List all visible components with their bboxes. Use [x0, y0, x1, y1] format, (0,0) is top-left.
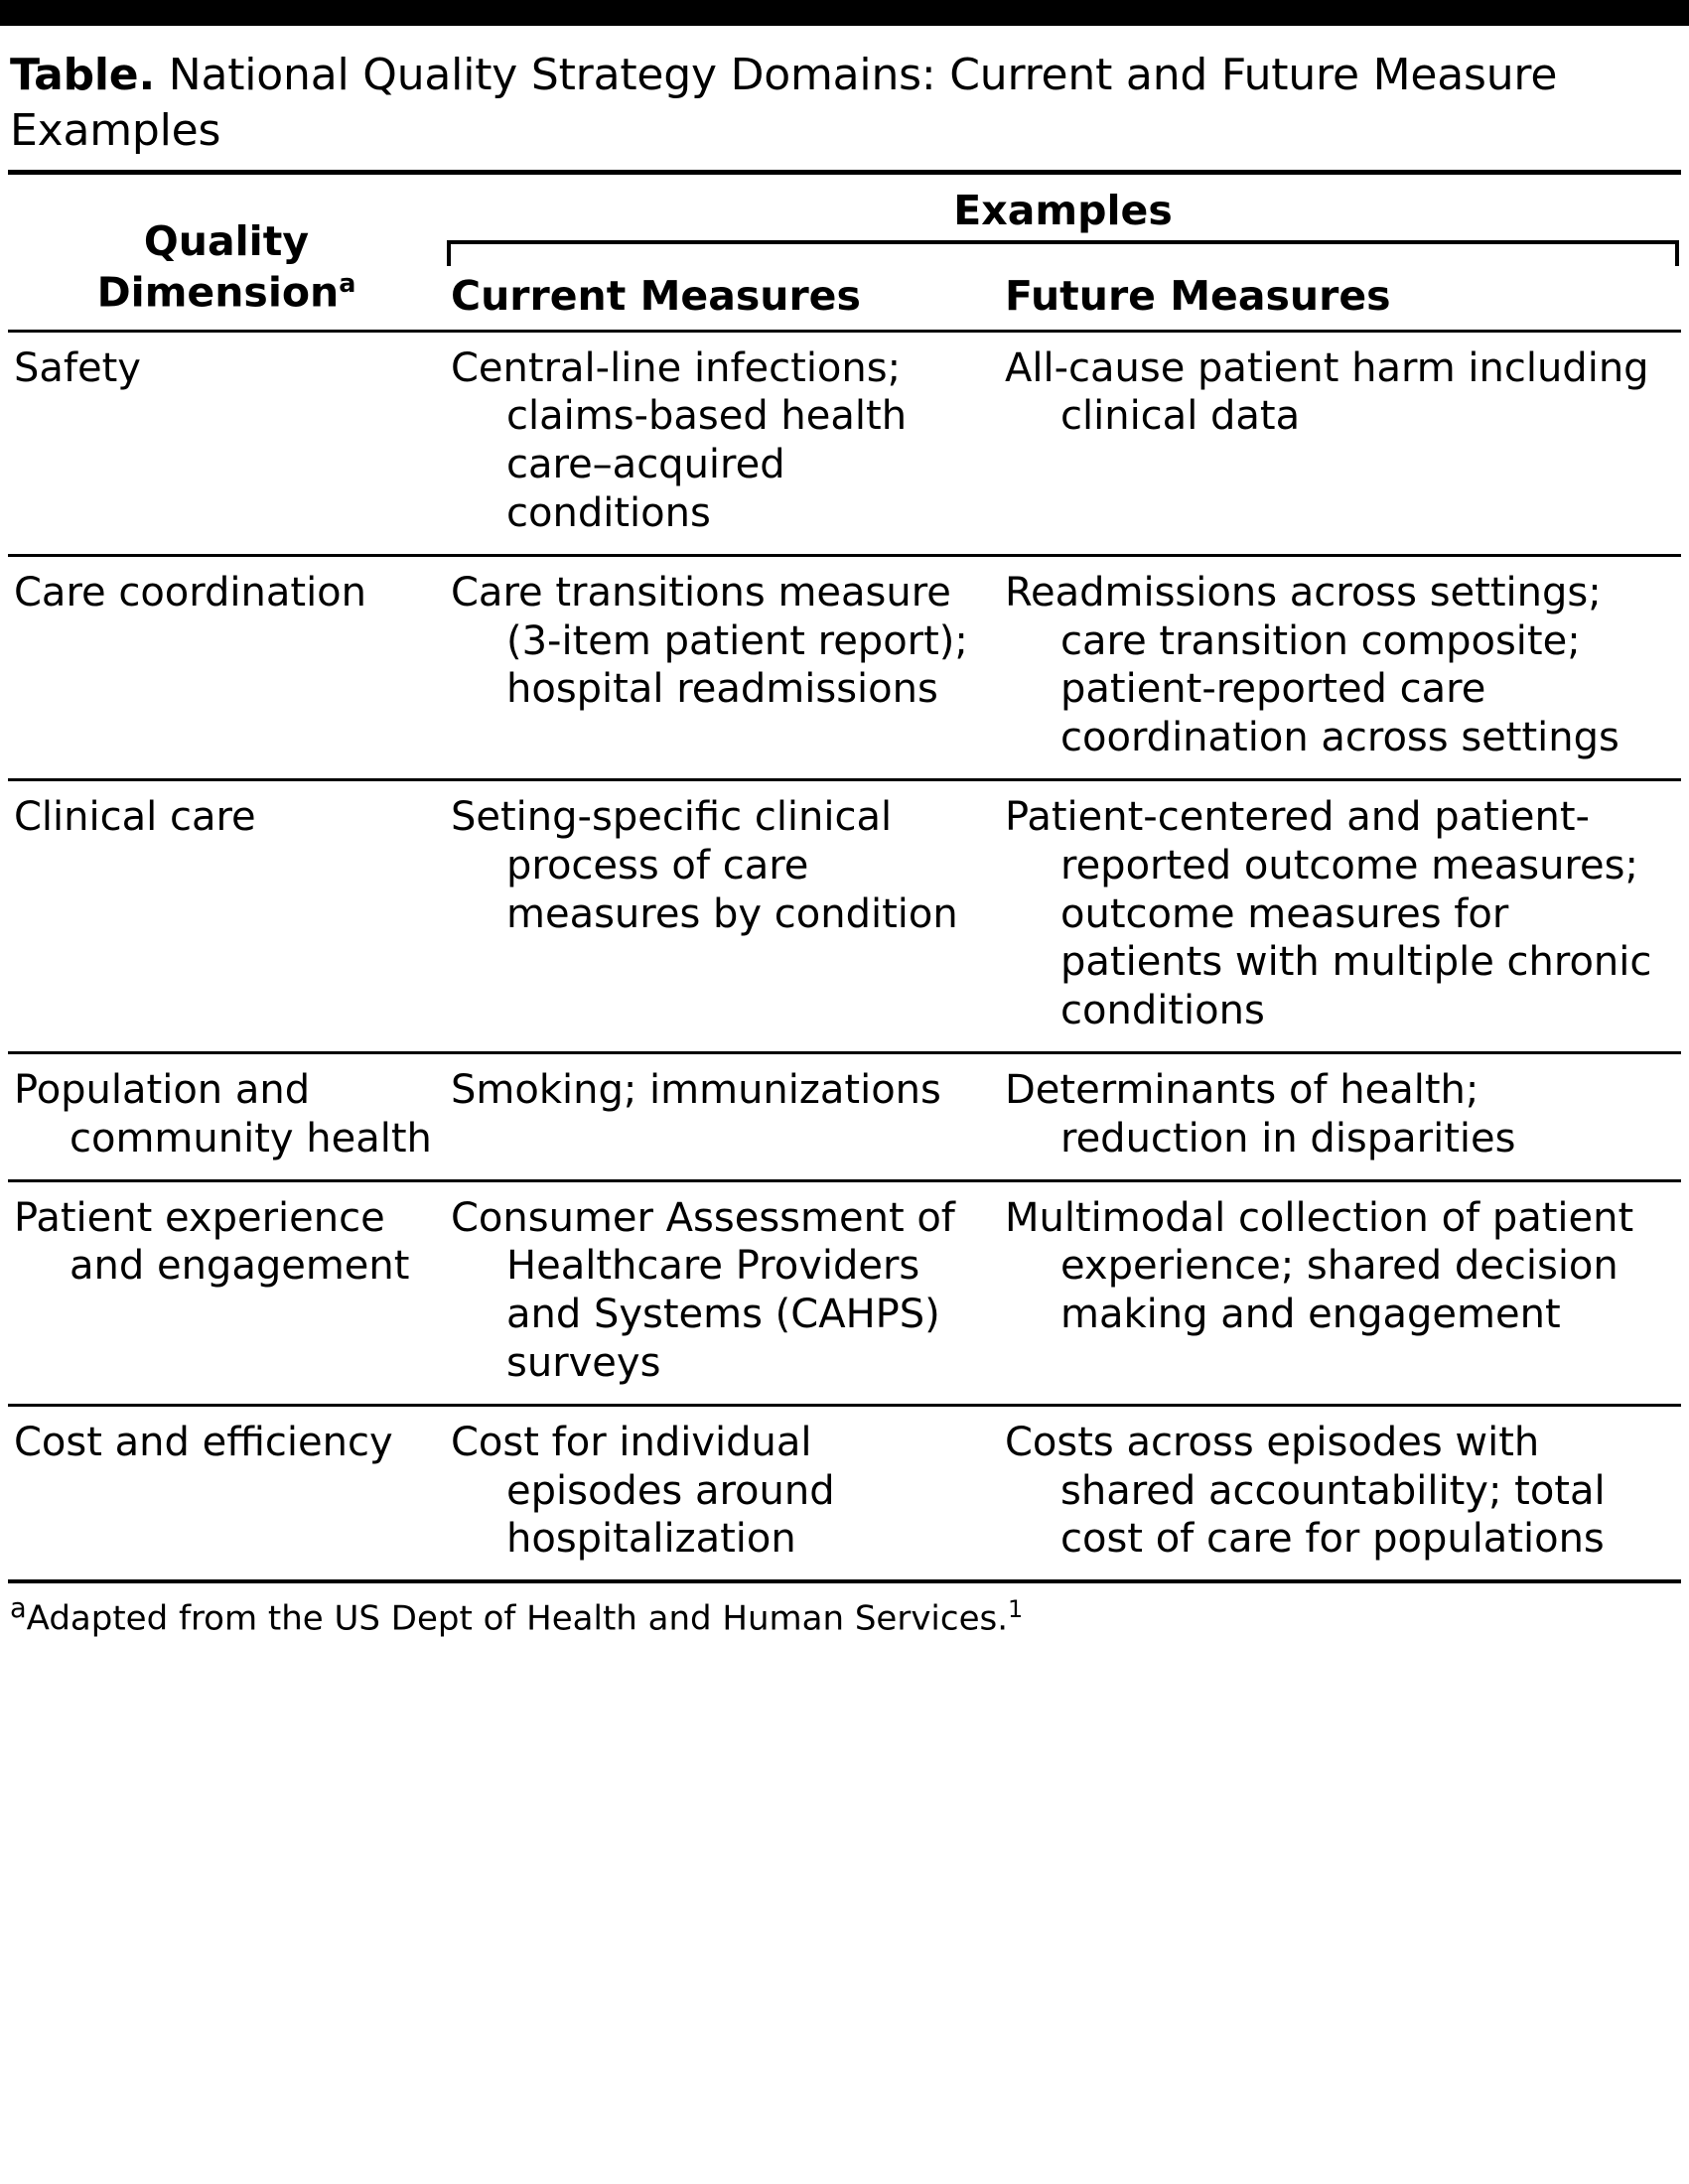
cell-dimension: Safety [8, 331, 445, 555]
cell-dimension: Cost and efficiency [8, 1405, 445, 1579]
examples-bracket [447, 240, 1679, 266]
cell-future-measures: Multimodal collection of patient experience; shared decision making and engagement [999, 1180, 1681, 1405]
column-group-header-examples: Examples [445, 172, 1681, 240]
table-footnote [8, 1579, 1681, 1647]
cell-current-measures: Care transitions measure (3-item patient report); hospital readmissions [445, 555, 999, 779]
table-title [0, 26, 1689, 170]
table-container [0, 170, 1689, 1580]
cell-dimension: Care coordination [8, 555, 445, 779]
table-title-label: Table. [10, 50, 155, 100]
cell-future-measures: Costs across episodes with shared accountability; total cost of care for populations [999, 1405, 1681, 1579]
cell-dimension: Patient experience and engagement [8, 1180, 445, 1405]
cell-current-measures: Central-line infections; claims-based health care–acquired conditions [445, 331, 999, 555]
cell-dimension: Clinical care [8, 780, 445, 1053]
table-header-group-row [8, 172, 1681, 240]
cell-current-measures: Smoking; immunizations [445, 1052, 999, 1180]
footnote-text: Adapted from the US Dept of Health and Human Services. [26, 1598, 1009, 1639]
table-row [8, 1180, 1681, 1405]
cell-future-measures: Determinants of health; reduction in disparities [999, 1052, 1681, 1180]
cell-dimension: Population and community health [8, 1052, 445, 1180]
quality-dimension-line2: Dimension$^a$ [96, 268, 356, 317]
table-row [8, 555, 1681, 779]
cell-current-measures: Seting-specific clinical process of care measures by condition [445, 780, 999, 1053]
cell-future-measures: All-cause patient harm including clinical data [999, 331, 1681, 555]
column-header-future-measures: Future Measures [1005, 271, 1391, 320]
table-title-text: National Quality Strategy Domains: Current and Future Measure Examples [10, 50, 1558, 157]
footnote-marker: a [10, 1593, 27, 1625]
table-row [8, 331, 1681, 555]
column-header-quality-dimension [8, 172, 445, 331]
cell-current-measures: Consumer Assessment of Healthcare Providers and Systems (CAHPS) surveys [445, 1180, 999, 1405]
table-row [8, 1052, 1681, 1180]
footnote-reference-number: 1 [1008, 1595, 1024, 1624]
table-row [8, 1405, 1681, 1579]
cell-future-measures: Readmissions across settings; care transition composite; patient-reported care coordination across settings [999, 555, 1681, 779]
quality-domains-table [8, 170, 1681, 1580]
footnote-marker-a: a [339, 268, 356, 299]
examples-bracket-cell [445, 240, 1681, 266]
top-black-bar [0, 0, 1689, 26]
table-row [8, 780, 1681, 1053]
quality-dimension-line1: Quality [143, 216, 310, 265]
cell-current-measures: Cost for individual episodes around hospitalization [445, 1405, 999, 1579]
cell-future-measures: Patient-centered and patient-reported outcome measures; outcome measures for patients with multiple chronic conditions [999, 780, 1681, 1053]
column-header-current-measures: Current Measures [451, 271, 861, 320]
